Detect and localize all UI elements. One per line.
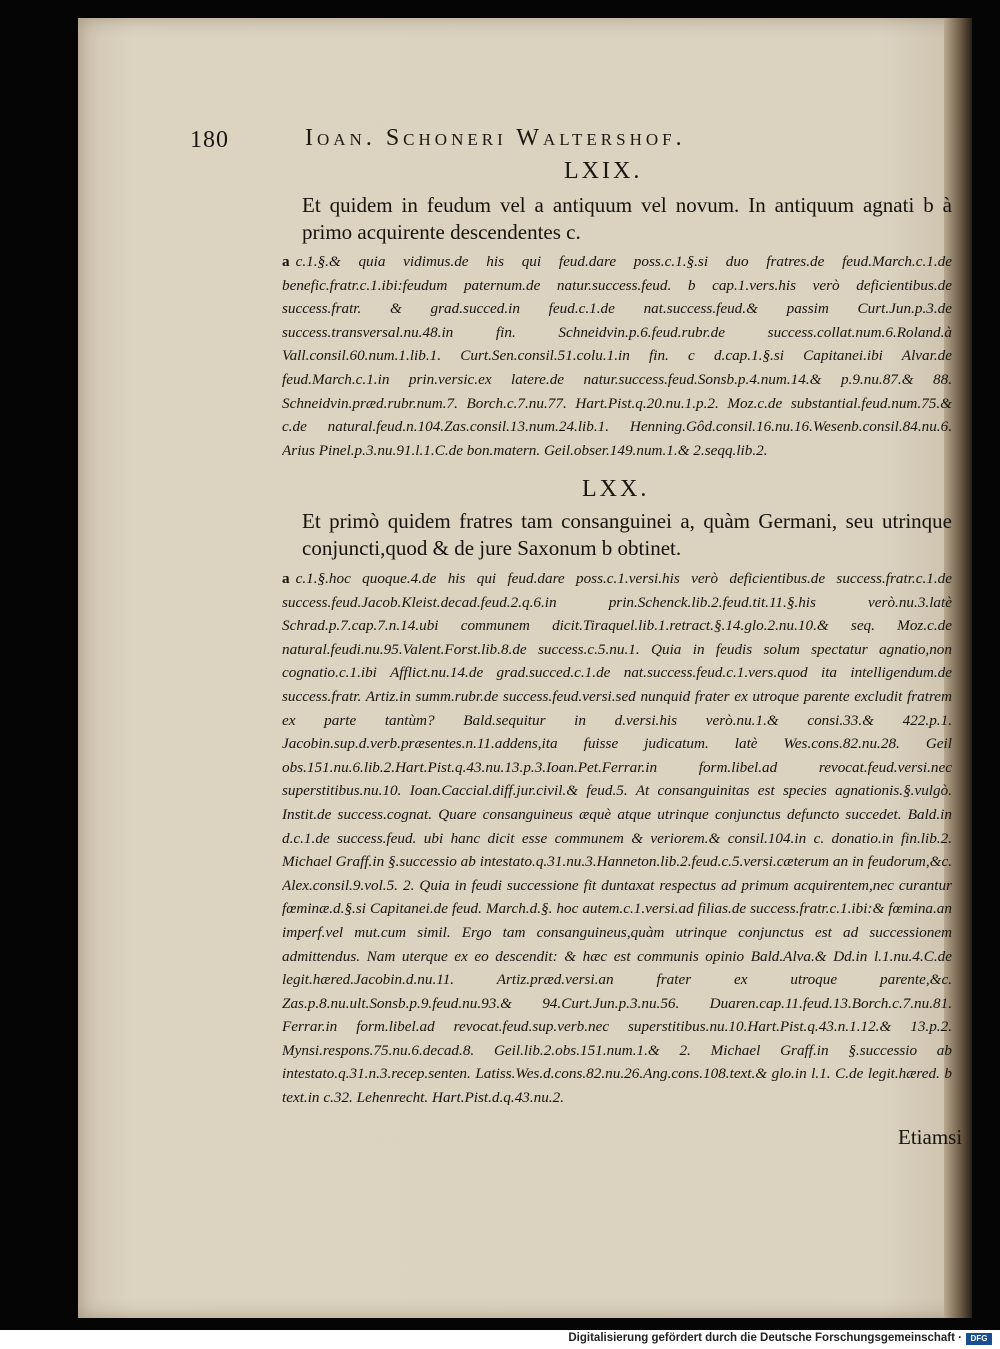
footnotes-lxix: [282, 250, 952, 480]
dfg-logo: DFG: [966, 1333, 992, 1345]
note-marker: a: [282, 253, 290, 270]
section-number-lxix: LXIX.: [564, 158, 643, 184]
page-header: [190, 125, 910, 165]
running-title: Ioan. Schoneri Waltershof.: [305, 125, 686, 151]
section-lead-lxix: Et quidem in feudum vel a antiquum vel novum. In antiquum agnati b à primo acquirente descendentes c.: [302, 193, 952, 244]
footnote-text: c.1.§.hoc quoque.4.de his qui feud.dare poss.c.1.versi.his verò deficientibus.de success.fratr.c.1.de success.feud.Jacob.Kleist.decad.feud.2.q.6.in prin.Schenck.lib.2.feud.tit.11.§.his verò.nu.3.latè Schrad.p.7.cap.7.n.14.ubi communem dicit.Tiraquel.lib.1.retract.§.14.glo.2.nu.10.& seq. Moz.c.de natural.feudi.nu.95.Valent.Forst.lib.8.de success.c.5.nu.1. Quia in feudis solum spectatur agnatio,non cognatio.c.1.ibi Afflict.nu.14.de grad.succed.c.1.de nat.success.feud.c.1.vers.quod ita intelligendum.de success.fratr. Artiz.in summ.rubr.de success.feud.versi.sed nunquid frater ex utroque parente excludit fratrem ex parte tantùm? Bald.sequitur in d.versi.his verò.nu.1.& consi.33.& 422.p.1. Jacobin.sup.d.verb.præsentes.n.11.addens,ita fuisse judicatum. latè Wes.cons.82.nu.28. Geil obs.151.nu.6.lib.2.Hart.Pist.q.43.nu.13.p.3.Ioan.Pet.Ferrar.in form.libel.ad revocat.feud.versi.nec superstitibus.nu.10. Ioan.Caccial.diff.jur.civil.& feud.5. At consanguinitas est species agnationis.§.vulgò. Instit.de success.cognat. Quare consanguineus æquè atque utrinque conjunctus defuncto succedet. Bald.in d.c.1.de success.feud. ubi hanc dicit esse communem & veriorem.& consil.104.in c. donatio.in fin.lib.2. Michael Graff.in §.successio ab intestato.q.31.nu.3.Hanneton.lib.2.feud.c.5.versi.cæterum an in feudorum,&c. Alex.consil.9.vol.5. 2. Quia in feudi successione fit duntaxat respectus ad primum acquirentem,nec curantur fœminæ.d.§.si Capitanei.de feud. March.d.§. hoc autem.c.1.versi.ad filias.de success.fratr.c.1.ibi:& fœmina.an imperf.vel mut.cum simil. Ergo tam consanguineus,quàm utrinque conjunctus est ad successionem admittendus. Nam uterque ex eo descendit: & hæc est communis opinio Bald.Alva.& Dd.in l.1.nu.4.C.de legit.hæred.Jacobin.d.nu.11. Artiz.præd.versi.an frater ex utroque parente,&c. Zas.p.8.nu.ult.Sonsb.p.9.feud.nu.93.& 94.Curt.Jun.p.3.nu.56. Duaren.cap.11.feud.13.Borch.c.7.nu.81. Ferrar.in form.libel.ad revocat.feud.sup.verb.nec superstitibus.nu.10.Hart.Pist.q.43.n.1.12.& 13.p.2. Mynsi.respons.75.nu.6.decad.8. Geil.lib.2.obs.151.num.1.& 2. Michael Graff.in §.successio ab intestato.q.31.n.3.recep.senten. Latiss.Wes.d.cons.82.nu.26.Ang.cons.108.text.& glo.in l.1. C.de legit.hæred. b text.in c.32. Lehenrecht. Hart.Pist.d.q.43.nu.2.: [282, 570, 952, 1107]
section-lead-lxx: Et primò quidem fratres tam consanguinei a, quàm Germani, seu utrinque conjuncti,quod & de jure Saxonum b obtinet.: [302, 509, 952, 560]
catchword: Etiamsi: [898, 1125, 963, 1149]
note-marker: a: [282, 570, 290, 587]
footnote-text: c.1.§.& quia vidimus.de his qui feud.dare poss.c.1.§.si duo fratres.de feud.March.c.1.de benefic.fratr.c.1.ibi:feudum paternum.de natur.success.feud. b cap.1.vers.his verò deficientibus.de success.fratr. & grad.succed.in feud.c.1.de nat.success.feud.& passim Curt.Jun.p.3.de success.transversal.nu.48.in fin. Schneidvin.p.6.feud.rubr.de success.collat.num.6.Roland.à Vall.consil.60.num.1.lib.1. Curt.Sen.consil.51.colu.1.in fin. c d.cap.1.§.si Capitanei.ibi Alvar.de feud.March.c.1.in prin.versic.ex latere.de natur.success.feud.Sonsb.p.4.num.14.& p.9.nu.87.& 88. Schneidvin.præd.rubr.num.7. Borch.c.7.nu.77. Hart.Pist.q.20.nu.1.p.2. Moz.c.de substantial.feud.num.75.& c.de natural.feud.n.104.Zas.consil.13.num.24.lib.1. Henning.Gôd.consil.16.nu.16.Wesenb.consil.84.nu.6. Arius Pinel.p.3.nu.91.l.1.C.de bon.matern. Geil.obser.149.num.1.& 2.seqq.lib.2.: [282, 253, 952, 459]
page-number: 180: [190, 127, 229, 153]
footnotes-lxx: [282, 567, 952, 1157]
funding-credit: Digitalisierung gefördert durch die Deutsche Forschungsgemeinschaft ·: [568, 1332, 962, 1344]
digitization-footer: [0, 1330, 1000, 1349]
section-number-lxx: LXX.: [582, 476, 650, 502]
